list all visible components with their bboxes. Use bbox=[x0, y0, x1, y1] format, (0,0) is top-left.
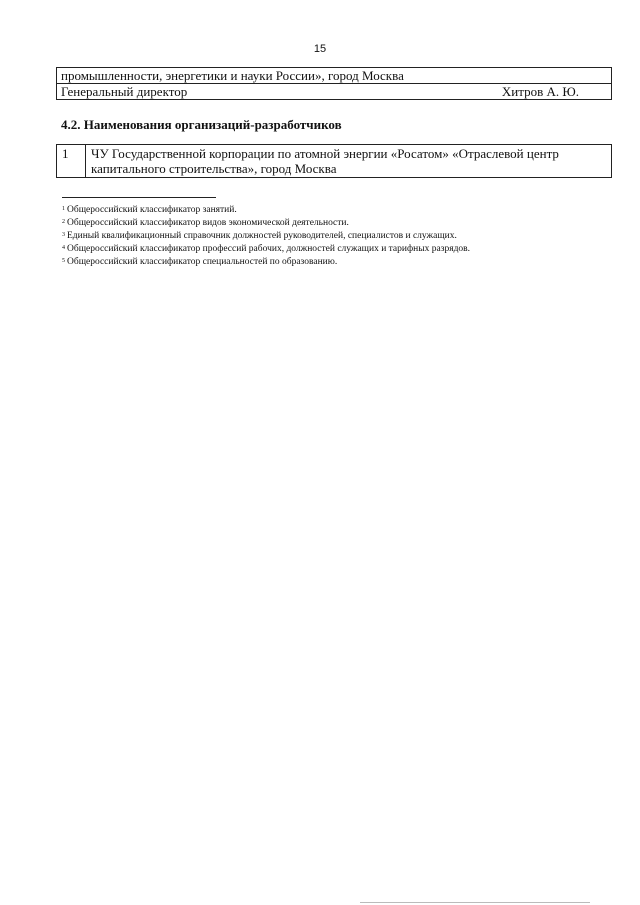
organization-name-line: капитального строительства», город Москва bbox=[91, 161, 337, 176]
footnote-mark: 3 bbox=[62, 232, 65, 238]
footnote-text: Общероссийский классификатор специальностей по образованию. bbox=[67, 257, 338, 267]
section-heading: 4.2. Наименования организаций-разработчиков bbox=[61, 117, 342, 132]
scan-edge-line bbox=[360, 902, 590, 903]
footnote-text: Общероссийский классификатор профессий рабочих, должностей служащих и тарифных разрядов. bbox=[67, 244, 471, 254]
organization-name-line: ЧУ Государственной корпорации по атомной энергии «Росатом» «Отраслевой центр bbox=[91, 146, 559, 161]
footnote-text: Общероссийский классификатор занятий. bbox=[67, 205, 237, 215]
organization-line: промышленности, энергетики и науки России», город Москва bbox=[57, 68, 612, 84]
table-row bbox=[57, 84, 612, 100]
signatory-role: Генеральный директор bbox=[57, 84, 358, 100]
footnote-mark: 2 bbox=[62, 219, 65, 225]
footnote-separator bbox=[62, 197, 216, 198]
footnote bbox=[62, 230, 470, 243]
table-row bbox=[57, 145, 612, 178]
developer-organizations-table bbox=[56, 144, 612, 178]
footnote-mark: 1 bbox=[62, 206, 65, 212]
organization-name bbox=[86, 145, 612, 178]
footnote-mark: 4 bbox=[62, 245, 65, 251]
footnote-text: Общероссийский классификатор видов экономической деятельности. bbox=[67, 218, 349, 228]
footnote-mark: 5 bbox=[62, 258, 65, 264]
footnote bbox=[62, 243, 470, 256]
signatory-name: Хитров А. Ю. bbox=[358, 84, 612, 100]
footnote-text: Единый квалификационный справочник должностей руководителей, специалистов и служащих. bbox=[67, 231, 457, 241]
table-row bbox=[57, 68, 612, 84]
row-number: 1 bbox=[57, 145, 86, 178]
footnote bbox=[62, 204, 470, 217]
footnote bbox=[62, 217, 470, 230]
footnotes bbox=[62, 204, 470, 269]
organization-signatory-table bbox=[56, 67, 612, 100]
page-number: 15 bbox=[313, 43, 327, 55]
footnote bbox=[62, 256, 470, 269]
